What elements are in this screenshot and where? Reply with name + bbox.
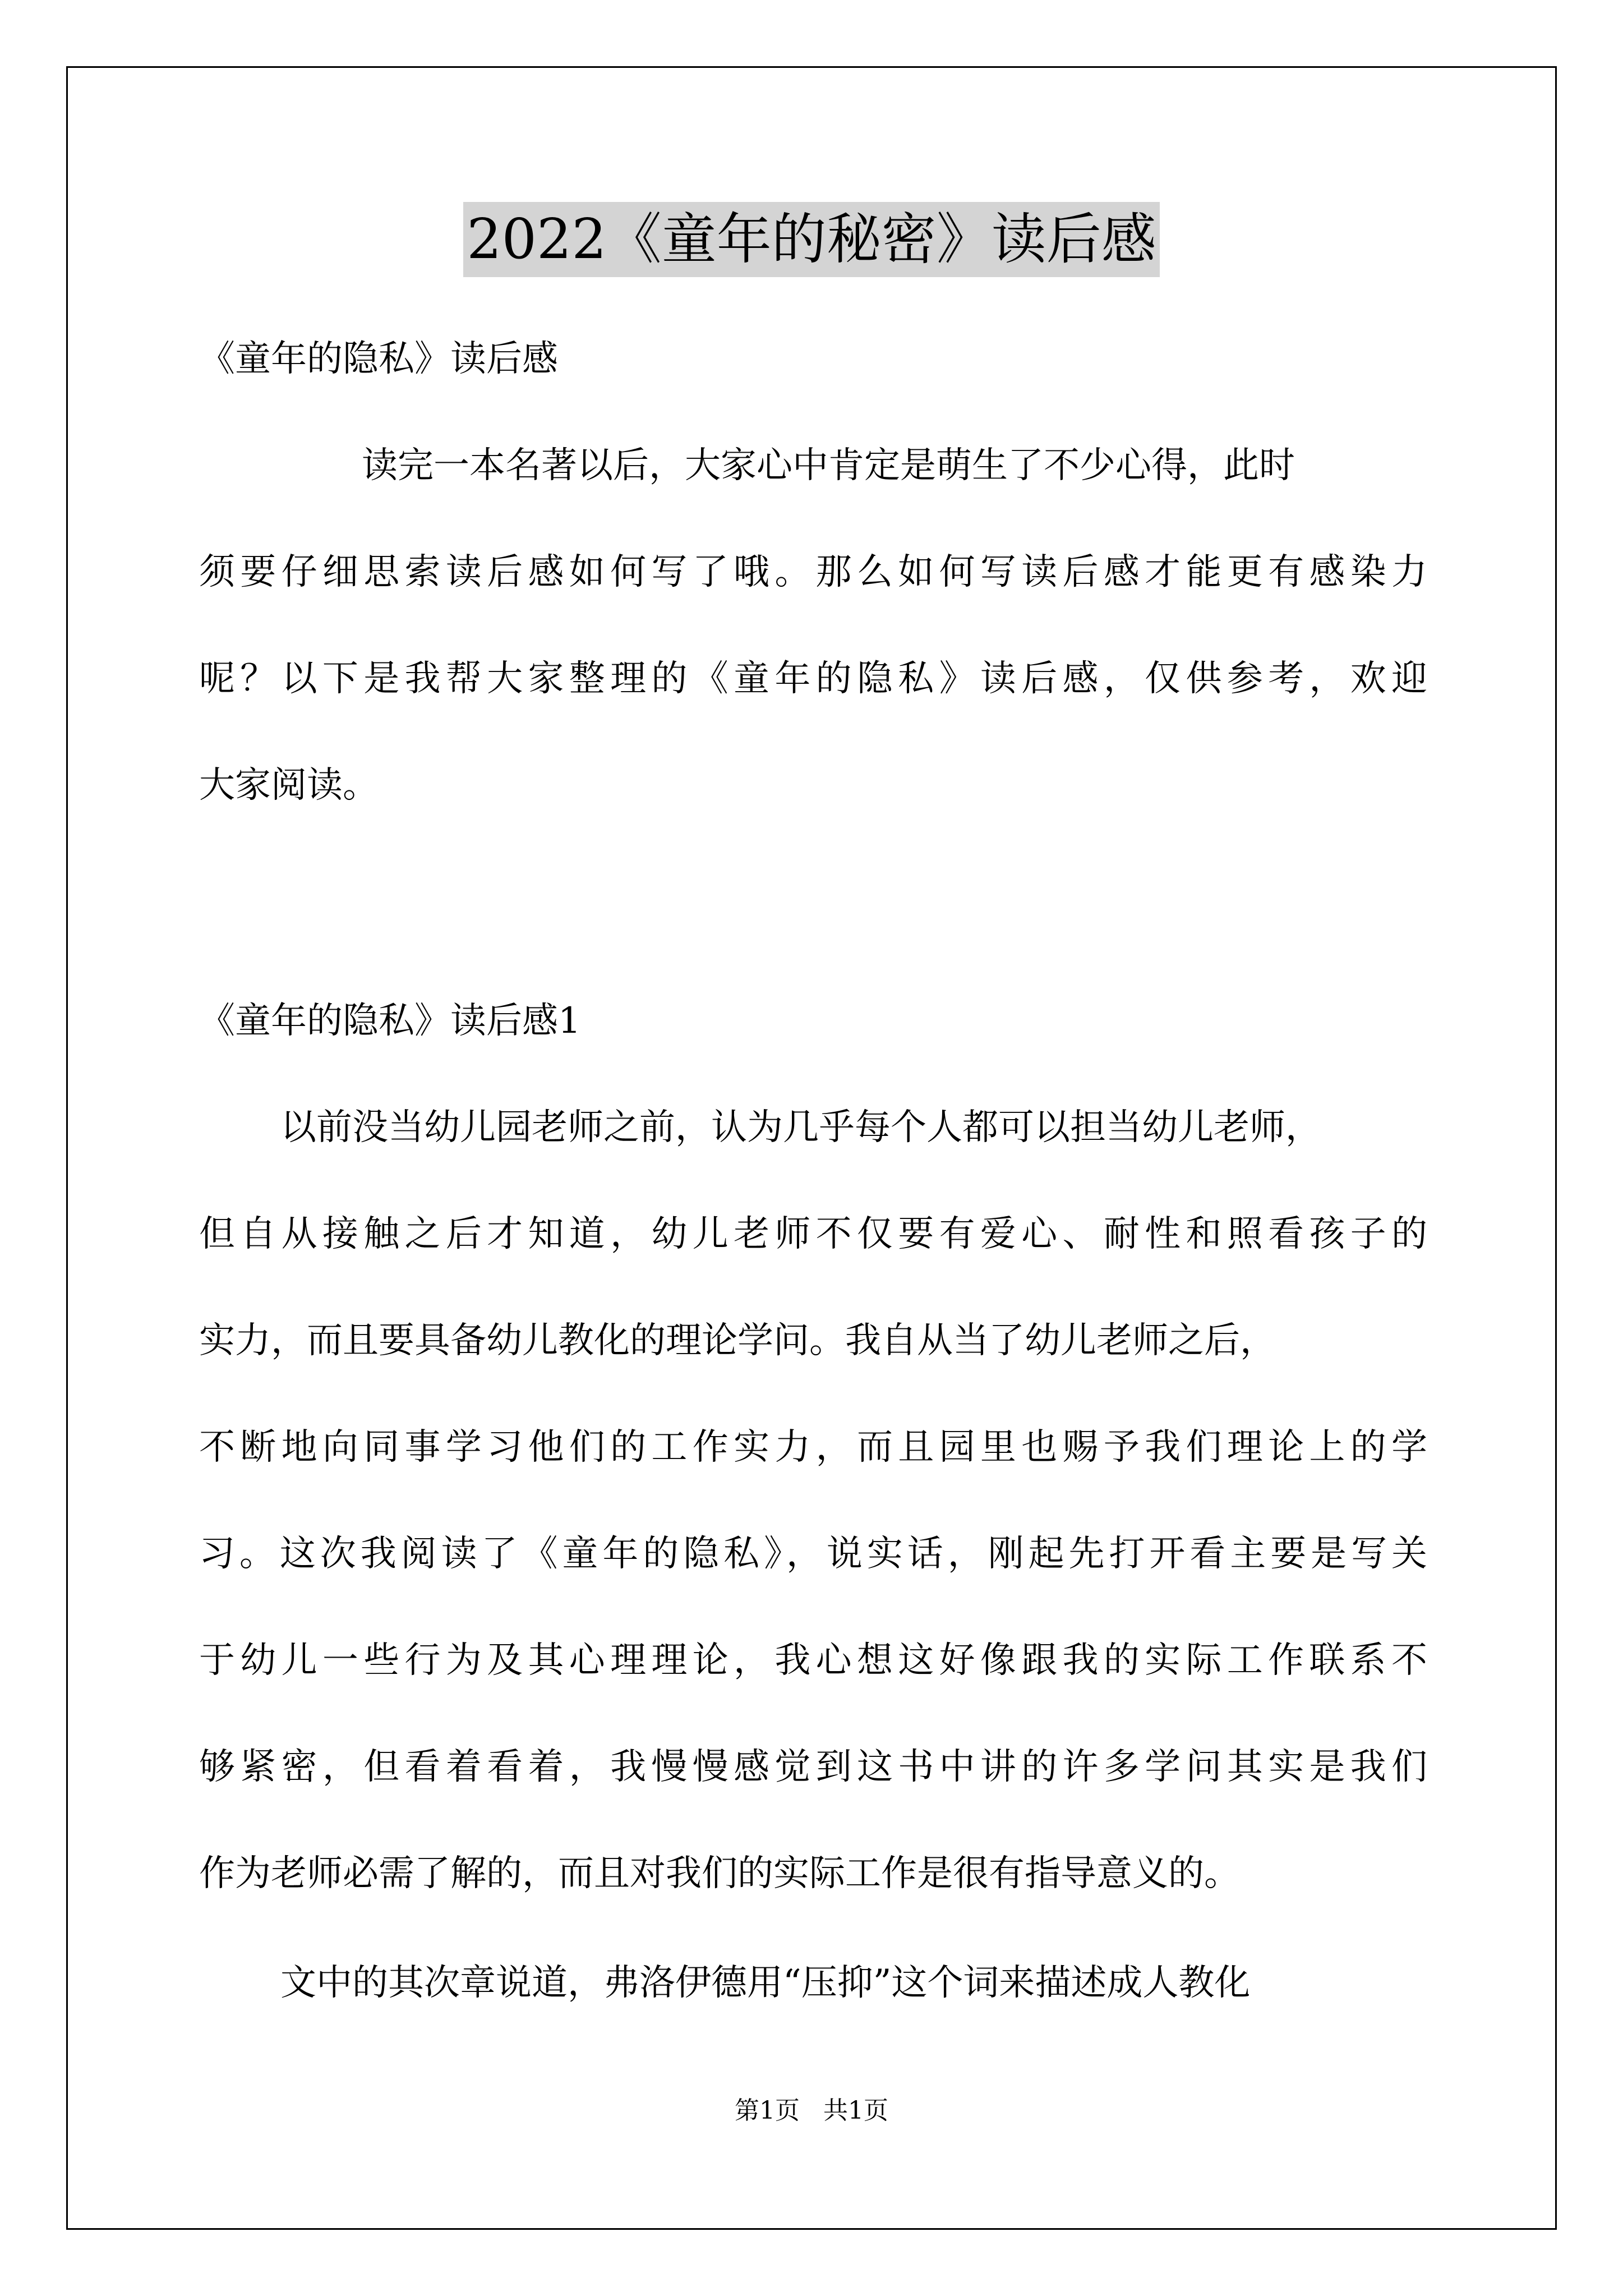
paragraph-line: 须要仔细思索读后感如何写了哦。那么如何写读后感才能更有感染力	[199, 551, 1427, 593]
paragraph-line: 实力，而且要具备幼儿教化的理论学问。我自从当了幼儿老师之后，	[199, 1320, 1276, 1361]
subtitle-line: 《童年的隐私》读后感	[199, 338, 558, 380]
paragraph-line: 读完一本名著以后，大家心中肯定是萌生了不少心得，此时	[362, 445, 1295, 486]
paragraph-line: 于幼儿一些行为及其心理理论，我心想这好像跟我的实际工作联系不	[199, 1640, 1427, 1681]
paragraph-line: 文中的其次章说道，弗洛伊德用“压抑”这个词来描述成人教化	[280, 1962, 1251, 2004]
document-title: 2022《童年的秘密》读后感	[463, 202, 1159, 277]
paragraph-line: 大家阅读。	[199, 765, 379, 806]
paragraph-line: 作为老师必需了解的，而且对我们的实际工作是很有指导意义的。	[199, 1853, 1240, 1894]
page-footer: 第1页 共1页	[735, 2096, 888, 2125]
title-container	[0, 202, 1623, 277]
section-heading: 《童年的隐私》读后感1	[199, 1000, 581, 1042]
paragraph-line: 习。这次我阅读了《童年的隐私》，说实话，刚起先打开看主要是写关	[199, 1533, 1427, 1575]
paragraph-line: 呢？以下是我帮大家整理的《童年的隐私》读后感，仅供参考，欢迎	[199, 658, 1427, 700]
paragraph-line: 不断地向同事学习他们的工作实力，而且园里也赐予我们理论上的学	[199, 1427, 1427, 1468]
paragraph-line: 够紧密，但看着看着，我慢慢感觉到这书中讲的许多学问其实是我们	[199, 1746, 1427, 1788]
paragraph-line: 但自从接触之后才知道，幼儿老师不仅要有爱心、耐性和照看孩子的	[199, 1213, 1427, 1255]
paragraph-line: 以前没当幼儿园老师之前，认为几乎每个人都可以担当幼儿老师，	[280, 1107, 1321, 1148]
